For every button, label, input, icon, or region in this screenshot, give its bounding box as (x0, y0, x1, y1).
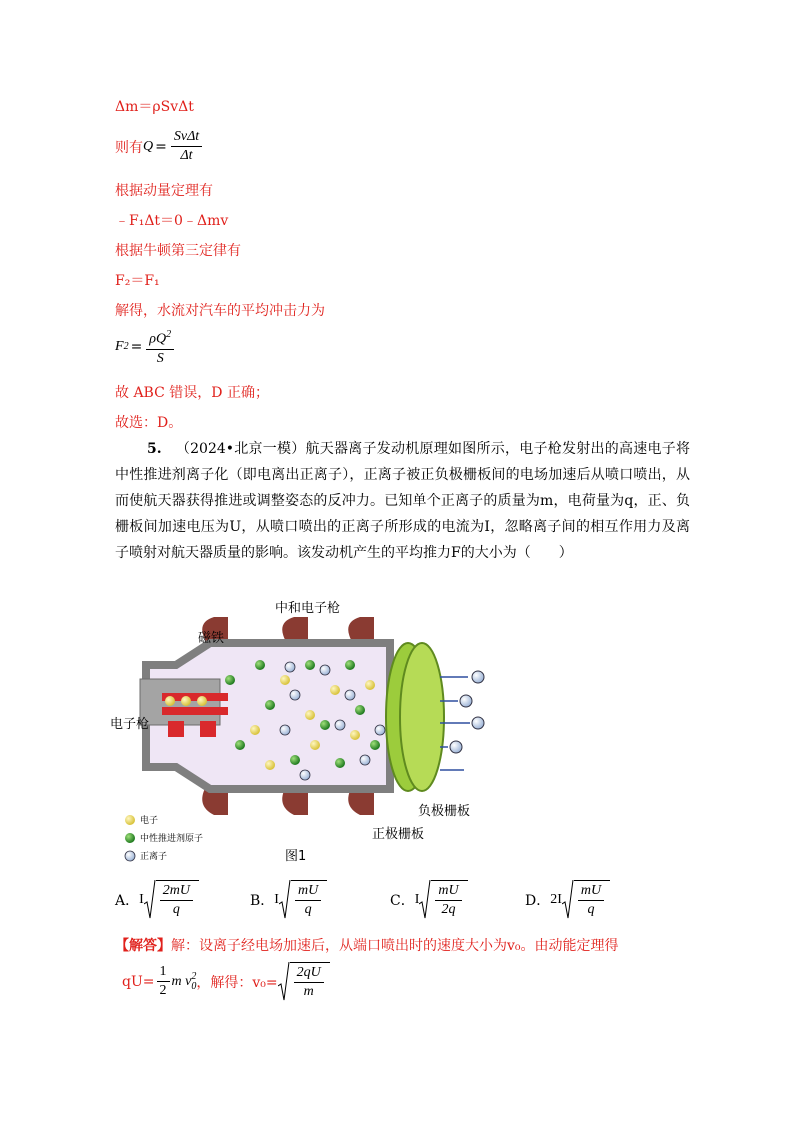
answer-solve-label: ，解得：v₀= (196, 974, 278, 991)
option-d-sqrt (562, 880, 610, 919)
figure-caption: 图1 (285, 849, 307, 864)
eq-flow-prefix: 则有 (115, 139, 143, 156)
eq-flow-fraction (171, 128, 202, 165)
option-b-den: q (304, 902, 312, 917)
legend-neutral: 中性推进剂原子 (140, 834, 204, 844)
choice-text: 故选：D。 (115, 415, 183, 431)
question-text: （2024•北京一模）航天器离子发动机原理如图所示，电子枪发射出的高速电子将中性推进剂离子化（即电离出正离子），正离子被正负极栅板间的电场加速后从喷口喷出，从而使航天器获得推进或调整姿态的反冲力。已知单个正离子的质量为m，电荷量为q，正、负栅板间加速电压为U，从喷口喷出的正离子所形成的电流为I，忽略离子间的相互作用力及离子喷射对航天器质量的影响。该发动机产生的平均推力F的大小为（ ） (115, 441, 690, 561)
option-c-label: C． (390, 892, 415, 909)
option-d-label: D． (525, 892, 551, 909)
judgement-text: 故 ABC 错误，D 正确； (115, 385, 269, 401)
option-b[interactable] (250, 880, 327, 919)
negative-grid (400, 643, 444, 791)
question-5 (115, 436, 690, 566)
eq-flow-num: SvΔt (171, 128, 202, 147)
answer-eq-num: 1 (157, 963, 170, 982)
eq-force: F 2 = $\frac{\rho Q^2}{S}$ (115, 326, 176, 368)
option-a-num: 2mU (160, 882, 193, 901)
option-b-label: B． (250, 892, 275, 909)
option-a-den: q (172, 902, 180, 917)
answer-eq-rest: m v (171, 973, 192, 989)
ion-engine-figure (110, 595, 510, 865)
newton-third-text: 根据牛顿第三定律有 (115, 243, 241, 259)
option-a-label: A． (115, 892, 140, 909)
option-b-num: mU (295, 882, 321, 901)
answer-text: 解：设离子经电场加速后，从端口喷出时的速度大小为v₀。由动能定理得 (171, 938, 619, 954)
legend-electron-icon (125, 815, 135, 825)
ejected-ion-markers (450, 671, 484, 753)
option-a-coef: I (139, 891, 144, 907)
eq-flow-den: Δt (180, 148, 193, 163)
answer-eq-lhs: qU= (122, 973, 155, 990)
eq-newton: F₂＝F₁ (115, 273, 160, 289)
eq-flow-lhs: Q (143, 138, 154, 154)
answer-solve-num: 2qU (294, 964, 324, 983)
answer-tag: 【解答】 (115, 938, 171, 954)
option-b-coef: I (274, 891, 279, 907)
result-text: 解得，水流对汽车的平均冲击力为 (115, 303, 325, 319)
label-positive-grid: 正极栅板 (372, 827, 425, 842)
eq-force-den: S (156, 350, 164, 366)
option-c-coef: I (414, 891, 420, 907)
label-negative-grid: 负极栅板 (418, 804, 471, 819)
eq-mass: Δm＝ρSvΔt (115, 99, 194, 115)
electron-gun-barrel-bottom (162, 707, 228, 715)
option-c[interactable] (390, 880, 468, 919)
option-c-num: mU (435, 882, 461, 901)
ion-engine-diagram (110, 595, 510, 865)
label-magnet: 磁铁 (198, 631, 225, 646)
legend-ion: 正离子 (140, 852, 168, 862)
answer-eq-sub: 0 (191, 980, 197, 992)
legend-ion-icon (125, 851, 135, 861)
eq-force-sub: 2 (123, 341, 129, 353)
electron-gun-stand-2 (200, 721, 216, 737)
answer-intro (115, 935, 619, 955)
option-d-coef: 2I (550, 891, 562, 907)
option-b-sqrt (279, 880, 327, 919)
answer-solve-sqrt (278, 962, 330, 1001)
option-c-den: 2q (441, 902, 456, 917)
option-c-sqrt (419, 880, 467, 919)
option-d-num: mU (578, 882, 604, 901)
legend-electron: 电子 (140, 816, 159, 826)
label-neutralizer: 中和电子枪 (275, 601, 341, 616)
answer-eq-sup: 2 (191, 970, 197, 982)
ejected-ions (440, 677, 470, 770)
question-number: 5. (147, 441, 162, 457)
eq-force-sup: 2 (166, 329, 172, 340)
option-a[interactable] (115, 880, 199, 919)
answer-equation (122, 962, 330, 1001)
option-d-den: q (587, 902, 595, 917)
momentum-theorem-text: 根据动量定理有 (115, 183, 213, 199)
option-a-sqrt (144, 880, 199, 919)
answer-eq-den: 2 (159, 983, 167, 998)
label-electron-gun: 电子枪 (110, 717, 150, 732)
answer-solve-den: m (303, 984, 314, 999)
option-d[interactable] (525, 880, 610, 919)
electron-gun-stand (168, 721, 184, 737)
answer-eq-half (157, 963, 170, 1000)
electron-gun-body (140, 679, 220, 725)
eq-flow: 则有 Q = $\frac{\text{SvΔt}}{\Delta t}$ (115, 128, 204, 165)
eq-momentum: ﹣F₁Δt＝0﹣Δmv (115, 213, 229, 229)
eq-force-num: ρQ (149, 331, 167, 347)
legend-neutral-icon (125, 833, 135, 843)
eq-force-fraction (146, 326, 174, 368)
eq-force-lhs: F (115, 338, 124, 354)
